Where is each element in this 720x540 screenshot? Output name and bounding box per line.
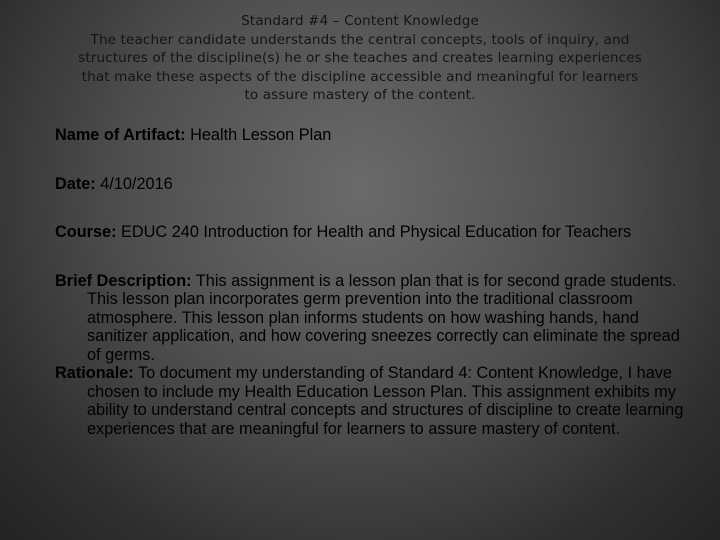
- standard-title: [30, 12, 690, 105]
- artifact-date-value: 4/10/2016: [95, 174, 173, 193]
- artifact-rationale-value: To document my understanding of Standard 4: Content Knowledge, I have chosen to include my Health Education Lesson Plan. This assignment exhibits my ability to understand central concepts and structures of discipline to create learning experiences that are meaningful for learners to assure mastery of content.: [87, 364, 684, 438]
- artifact-course-label: Course:: [55, 223, 117, 241]
- artifact-course: [55, 223, 685, 242]
- standard-line-1: The teacher candidate understands the central concepts, tools of inquiry, and: [90, 31, 630, 48]
- artifact-date-label: Date:: [55, 174, 96, 193]
- artifact-description: [55, 272, 685, 365]
- artifact-rationale: [55, 364, 685, 438]
- artifact-name: [55, 126, 685, 145]
- artifact-rationale-label: Rationale:: [55, 364, 134, 382]
- artifact-name-label: Name of Artifact:: [55, 126, 186, 144]
- artifact-name-value: Health Lesson Plan: [185, 126, 332, 144]
- artifact-course-value: EDUC 240 Introduction for Health and Physical Education for Teachers: [116, 223, 632, 241]
- artifact-description-label: Brief Description:: [55, 271, 192, 290]
- standard-line-3: that make these aspects of the discipline accessible and meaningful for learners: [81, 68, 639, 85]
- standard-line-4: to assure mastery of the content.: [244, 87, 476, 103]
- artifact-details: [55, 126, 685, 438]
- artifact-description-value: This assignment is a lesson plan that is for second grade students. This lesson plan incorporates germ prevention into the traditional classroom atmosphere. This lesson plan informs students on how washing hands, hand sanitizer application, and how covering sneezes correctly can eliminate the spread of germs.: [87, 271, 680, 364]
- artifact-date: [55, 175, 685, 194]
- standard-heading: Standard #4 – Content Knowledge: [241, 13, 479, 29]
- standard-line-2: structures of the discipline(s) he or she teaches and creates learning experiences: [78, 50, 642, 66]
